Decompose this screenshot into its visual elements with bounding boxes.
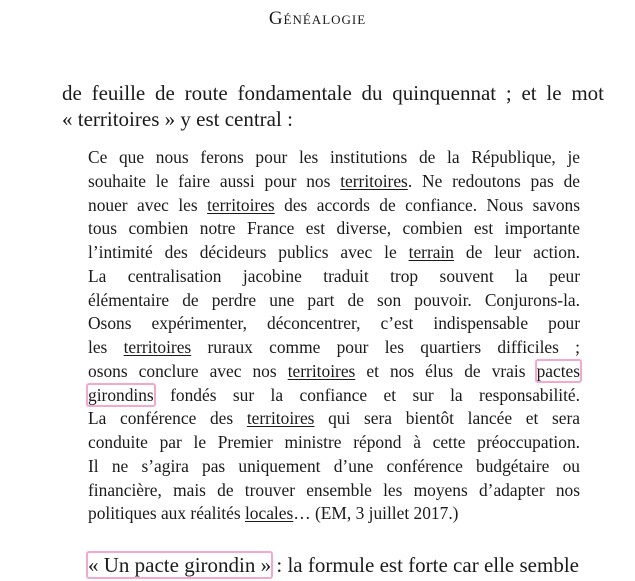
quote-text: l’intimité des décideurs publics avec le xyxy=(88,242,409,262)
intro-line: de feuille de route fondamentale du quinquennat ; et le mot xyxy=(62,81,604,105)
quote-text: La conférence des xyxy=(88,408,247,429)
highlighted-term: girondins xyxy=(88,384,154,405)
block-quote xyxy=(88,146,580,526)
quote-line: La centralisation jacobine traduit trop souvent la peur xyxy=(88,265,580,286)
quote-text: fondés sur la confiance et sur la responsabilité. xyxy=(153,384,580,405)
quote-line: élémentaire de perdre une part de son pouvoir. Conjurons-la. xyxy=(88,289,580,310)
underlined-term: territoires xyxy=(207,194,275,215)
intro-paragraph xyxy=(62,80,604,132)
quote-line xyxy=(88,336,580,360)
highlighted-term: pactes xyxy=(536,360,581,381)
quote-text: osons conclure avec nos xyxy=(88,360,288,381)
highlighted-phrase: « Un pacte girondin » xyxy=(88,553,272,577)
quote-text: nouer avec les xyxy=(88,194,208,215)
intro-line: « territoires » y est central : xyxy=(62,107,293,131)
underlined-term: terrain xyxy=(408,242,454,262)
underlined-term: territoires xyxy=(246,408,315,429)
quote-line xyxy=(88,502,580,526)
quote-line xyxy=(88,194,580,218)
quote-line: financière, mais de trouver ensemble les moyens d’adapter nos xyxy=(88,479,580,500)
quote-line xyxy=(88,384,580,408)
quote-text: des accords de confiance. Nous savons xyxy=(274,194,580,215)
quote-text: . Ne redoutons pas de xyxy=(407,170,580,191)
quote-text: ruraux comme pour les quartiers difficiles ; xyxy=(191,337,581,357)
quote-line: Osons expérimenter, déconcentrer, c’est indispensable pour xyxy=(88,313,580,334)
quote-text: de leur action. xyxy=(454,242,581,262)
underlined-term: territoires xyxy=(340,170,408,191)
quote-line xyxy=(88,407,580,431)
underlined-term: locales xyxy=(244,503,294,524)
quote-line: Il ne s’agira pas uniquement d’une conférence budgétaire ou xyxy=(88,455,580,476)
quote-line xyxy=(88,170,580,194)
quote-text: … (EM, 3 juillet 2017.) xyxy=(293,503,459,524)
underlined-term: territoires xyxy=(123,337,192,357)
quote-line xyxy=(88,360,580,384)
quote-text: politiques aux réalités xyxy=(88,503,245,524)
quote-line: conduite par le Premier ministre répond à cette préoccupation. xyxy=(88,432,580,452)
following-paragraph xyxy=(88,552,604,578)
quote-line xyxy=(88,241,580,265)
quote-text: souhaite le faire aussi pour nos xyxy=(88,170,341,191)
quote-line: tous combien notre France est diverse, combien est importante xyxy=(88,218,580,239)
quote-text: qui sera bientôt lancée et sera xyxy=(314,408,580,429)
paragraph-text: : la formule est forte car elle semble xyxy=(271,553,579,577)
underlined-term: territoires xyxy=(287,360,356,381)
quote-text: et nos élus de vrais xyxy=(355,360,537,381)
running-header: Généalogie xyxy=(268,8,367,29)
quote-text: les xyxy=(88,337,124,357)
quote-line: Ce que nous ferons pour les institutions de la République, je xyxy=(88,147,580,167)
